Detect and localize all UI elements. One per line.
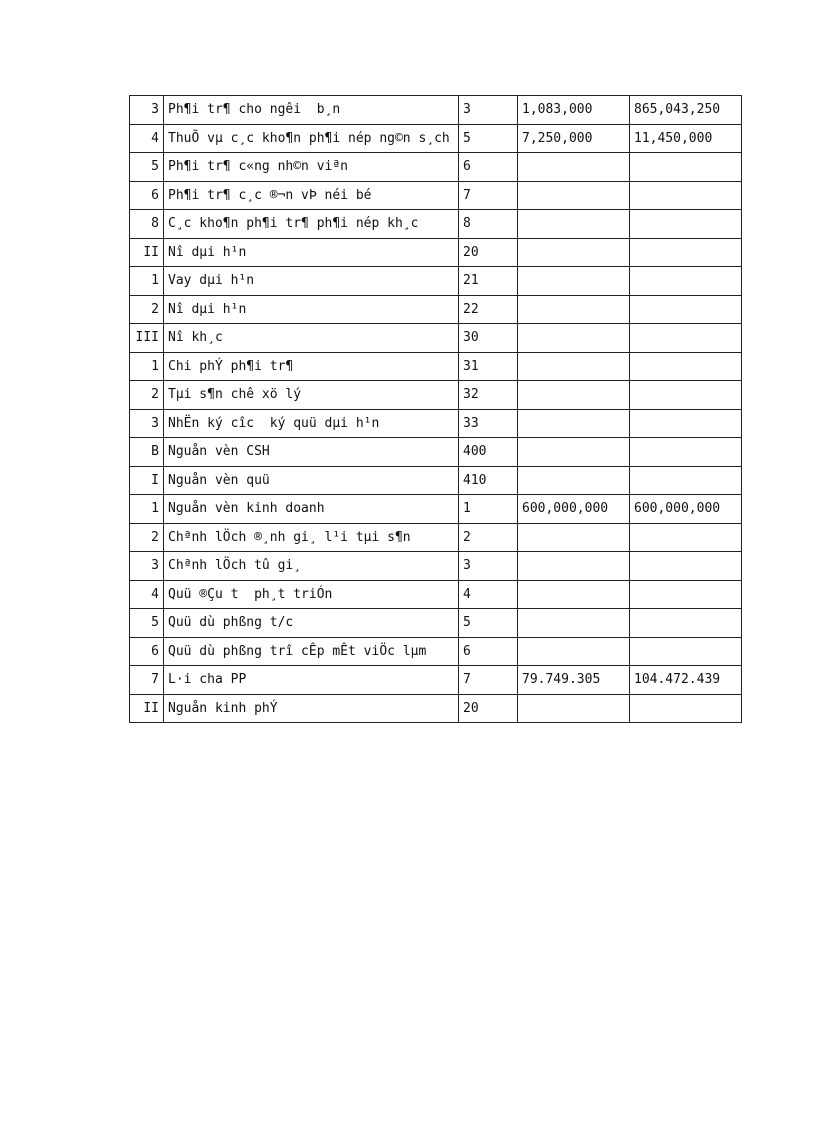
row-number: 3 bbox=[130, 409, 164, 438]
row-value-current bbox=[518, 466, 630, 495]
row-value-current bbox=[518, 352, 630, 381]
table-row bbox=[130, 153, 742, 182]
row-value-current bbox=[518, 210, 630, 239]
row-value-previous: 104.472.439 bbox=[630, 666, 742, 695]
row-number: 7 bbox=[130, 666, 164, 695]
table-row bbox=[130, 210, 742, 239]
row-number: 4 bbox=[130, 580, 164, 609]
row-value-current bbox=[518, 580, 630, 609]
row-value-current: 79.749.305 bbox=[518, 666, 630, 695]
row-name: Nguån vèn CSH bbox=[164, 438, 459, 467]
row-number: 5 bbox=[130, 153, 164, 182]
row-number: III bbox=[130, 324, 164, 353]
row-value-previous bbox=[630, 267, 742, 296]
table-row bbox=[130, 694, 742, 723]
table-row bbox=[130, 352, 742, 381]
row-number: B bbox=[130, 438, 164, 467]
row-code: 2 bbox=[459, 523, 518, 552]
row-name: Nguån vèn quü bbox=[164, 466, 459, 495]
row-code: 7 bbox=[459, 181, 518, 210]
row-value-previous bbox=[630, 466, 742, 495]
row-value-current: 7,250,000 bbox=[518, 124, 630, 153]
table-row bbox=[130, 238, 742, 267]
row-code: 7 bbox=[459, 666, 518, 695]
table-row bbox=[130, 96, 742, 125]
row-number: 3 bbox=[130, 96, 164, 125]
row-code: 1 bbox=[459, 495, 518, 524]
row-name: Nî dµi h¹n bbox=[164, 238, 459, 267]
row-value-current bbox=[518, 238, 630, 267]
row-code: 30 bbox=[459, 324, 518, 353]
row-value-current bbox=[518, 609, 630, 638]
row-code: 5 bbox=[459, 609, 518, 638]
table-row bbox=[130, 409, 742, 438]
row-value-current bbox=[518, 153, 630, 182]
row-value-current bbox=[518, 324, 630, 353]
row-number: 6 bbox=[130, 637, 164, 666]
row-number: 6 bbox=[130, 181, 164, 210]
table-row bbox=[130, 523, 742, 552]
row-value-previous bbox=[630, 238, 742, 267]
row-number: 1 bbox=[130, 352, 164, 381]
row-value-previous bbox=[630, 580, 742, 609]
table-row bbox=[130, 666, 742, 695]
row-value-current: 600,000,000 bbox=[518, 495, 630, 524]
row-name: Vay dµi h¹n bbox=[164, 267, 459, 296]
row-value-previous bbox=[630, 181, 742, 210]
row-number: 4 bbox=[130, 124, 164, 153]
row-code: 32 bbox=[459, 381, 518, 410]
row-name: Ph¶i tr¶ c«ng nh©n viªn bbox=[164, 153, 459, 182]
row-name: L·i cha PP bbox=[164, 666, 459, 695]
row-value-previous bbox=[630, 153, 742, 182]
row-value-previous bbox=[630, 352, 742, 381]
row-number: 3 bbox=[130, 552, 164, 581]
row-value-current: 1,083,000 bbox=[518, 96, 630, 125]
row-name: Chi phÝ ph¶i tr¶ bbox=[164, 352, 459, 381]
row-value-current bbox=[518, 552, 630, 581]
row-number: 2 bbox=[130, 523, 164, 552]
row-number: 1 bbox=[130, 495, 164, 524]
row-name: Quü ®Çu t ph¸t triÓn bbox=[164, 580, 459, 609]
row-number: 2 bbox=[130, 295, 164, 324]
row-code: 4 bbox=[459, 580, 518, 609]
row-value-current bbox=[518, 295, 630, 324]
row-value-previous bbox=[630, 552, 742, 581]
row-code: 21 bbox=[459, 267, 518, 296]
row-code: 410 bbox=[459, 466, 518, 495]
table-row bbox=[130, 466, 742, 495]
table-row bbox=[130, 324, 742, 353]
row-name: Ph¶i tr¶ c¸c ®¬n vÞ néi bé bbox=[164, 181, 459, 210]
row-number: 2 bbox=[130, 381, 164, 410]
row-value-current bbox=[518, 409, 630, 438]
row-name: Chªnh lÖch ®¸nh gi¸ l¹i tµi s¶n bbox=[164, 523, 459, 552]
row-value-previous bbox=[630, 523, 742, 552]
table-row bbox=[130, 580, 742, 609]
row-code: 6 bbox=[459, 153, 518, 182]
row-code: 8 bbox=[459, 210, 518, 239]
row-value-previous: 600,000,000 bbox=[630, 495, 742, 524]
row-value-previous bbox=[630, 210, 742, 239]
row-value-current bbox=[518, 381, 630, 410]
row-value-current bbox=[518, 694, 630, 723]
row-name: Ph¶i tr¶ cho ngêi b¸n bbox=[164, 96, 459, 125]
table-row bbox=[130, 381, 742, 410]
row-value-previous bbox=[630, 694, 742, 723]
row-number: 8 bbox=[130, 210, 164, 239]
table-row bbox=[130, 495, 742, 524]
row-number: II bbox=[130, 694, 164, 723]
row-value-current bbox=[518, 181, 630, 210]
row-name: Nguån vèn kinh doanh bbox=[164, 495, 459, 524]
table-row bbox=[130, 124, 742, 153]
row-code: 33 bbox=[459, 409, 518, 438]
table-row bbox=[130, 295, 742, 324]
row-code: 400 bbox=[459, 438, 518, 467]
row-code: 3 bbox=[459, 96, 518, 125]
row-number: 1 bbox=[130, 267, 164, 296]
table-row bbox=[130, 637, 742, 666]
row-value-current bbox=[518, 267, 630, 296]
row-name: ThuÕ vµ c¸c kho¶n ph¶i nép ng©n s¸ch bbox=[164, 124, 459, 153]
row-value-previous bbox=[630, 438, 742, 467]
row-name: Nî dµi h¹n bbox=[164, 295, 459, 324]
row-value-previous bbox=[630, 324, 742, 353]
row-code: 22 bbox=[459, 295, 518, 324]
row-code: 6 bbox=[459, 637, 518, 666]
row-value-previous: 865,043,250 bbox=[630, 96, 742, 125]
row-code: 20 bbox=[459, 694, 518, 723]
row-value-current bbox=[518, 438, 630, 467]
row-number: I bbox=[130, 466, 164, 495]
table-row bbox=[130, 609, 742, 638]
row-value-current bbox=[518, 637, 630, 666]
row-name: Nî kh¸c bbox=[164, 324, 459, 353]
row-name: Quü dù phßng t/c bbox=[164, 609, 459, 638]
row-value-previous bbox=[630, 409, 742, 438]
row-name: Chªnh lÖch tû gi¸ bbox=[164, 552, 459, 581]
row-value-previous: 11,450,000 bbox=[630, 124, 742, 153]
table-row bbox=[130, 438, 742, 467]
balance-sheet-table bbox=[129, 95, 742, 723]
row-code: 20 bbox=[459, 238, 518, 267]
row-code: 31 bbox=[459, 352, 518, 381]
row-name: NhËn ký cîc ký quü dµi h¹n bbox=[164, 409, 459, 438]
row-name: C¸c kho¶n ph¶i tr¶ ph¶i nép kh¸c bbox=[164, 210, 459, 239]
row-code: 3 bbox=[459, 552, 518, 581]
table-body bbox=[130, 96, 742, 723]
row-value-previous bbox=[630, 609, 742, 638]
row-name: Tµi s¶n chê xö lý bbox=[164, 381, 459, 410]
row-number: 5 bbox=[130, 609, 164, 638]
row-value-previous bbox=[630, 637, 742, 666]
table-row bbox=[130, 181, 742, 210]
row-number: II bbox=[130, 238, 164, 267]
row-name: Quü dù phßng trî cÊp mÊt viÖc lµm bbox=[164, 637, 459, 666]
row-name: Nguån kinh phÝ bbox=[164, 694, 459, 723]
table-row bbox=[130, 267, 742, 296]
table-row bbox=[130, 552, 742, 581]
row-value-previous bbox=[630, 381, 742, 410]
row-value-previous bbox=[630, 295, 742, 324]
row-code: 5 bbox=[459, 124, 518, 153]
row-value-current bbox=[518, 523, 630, 552]
